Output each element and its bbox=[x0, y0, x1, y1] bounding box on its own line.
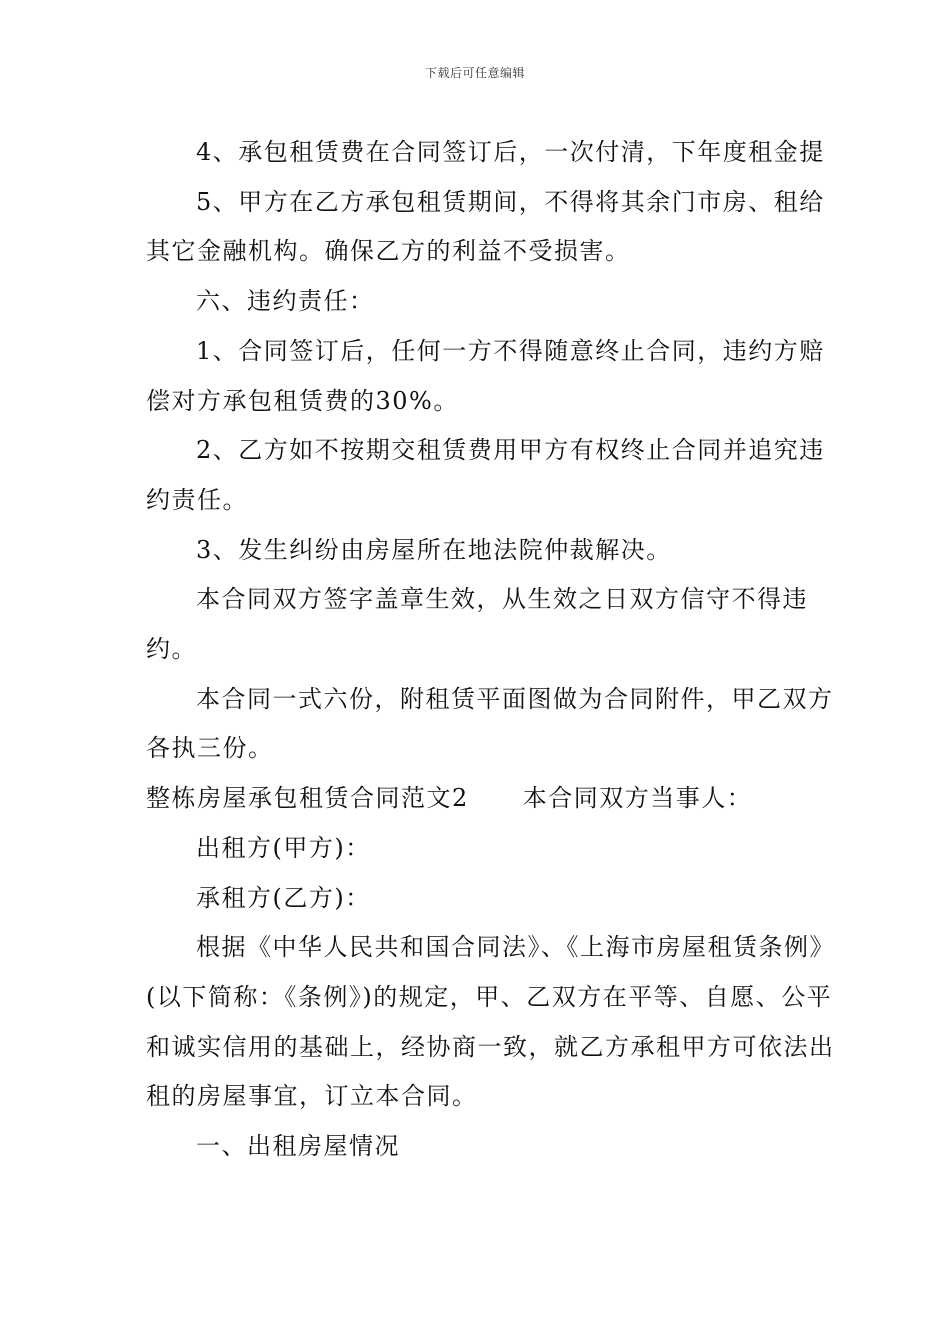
paragraph-lessor: 出租方(甲方)： bbox=[196, 833, 371, 862]
paragraph-no-sublease: 5、甲方在乙方承包租赁期间，不得将其余门市房、租给其它金融机构。确保乙方的利益不受损害。 bbox=[146, 187, 825, 266]
document-body bbox=[146, 128, 836, 1172]
section-heading-liability: 六、违约责任： bbox=[196, 287, 375, 316]
paragraph-rent-payment: 4、承包租赁费在合同签订后，一次付清，下年度租金提 bbox=[196, 138, 825, 166]
paragraph-liability-3: 3、发生纠纷由房屋所在地法院仲裁解决。 bbox=[196, 535, 672, 564]
paragraph-lessee: 承租方(乙方)： bbox=[196, 883, 371, 912]
paragraph-liability-2: 2、乙方如不按期交租赁费用甲方有权终止合同并追究违约责任。 bbox=[146, 436, 825, 514]
section-heading-property: 一、出租房屋情况 bbox=[196, 1132, 400, 1161]
paragraph-effective: 本合同双方签字盖章生效，从生效之日双方信守不得违约。 bbox=[146, 585, 808, 664]
paragraph-legal-basis: 根据《中华人民共和国合同法》、《上海市房屋租赁条例》(以下简称：《条例》)的规定，甲、乙双方在平等、自愿、公平和诚实信用的基础上，经协商一致，就乙方承租甲方可依法出租的房屋事宜，订立本合同。 bbox=[146, 933, 835, 1111]
contract-title: 整栋房屋承包租赁合同范文2 bbox=[146, 784, 469, 813]
contract-title-line bbox=[146, 774, 836, 824]
contract-parties-intro: 本合同双方当事人： bbox=[522, 784, 753, 813]
page-header: 下载后可任意编辑 bbox=[424, 66, 525, 80]
paragraph-copies: 本合同一式六份，附租赁平面图做为合同附件，甲乙双方各执三份。 bbox=[146, 684, 834, 763]
paragraph-liability-1: 1、合同签订后，任何一方不得随意终止合同，违约方赔偿对方承包租赁费的30%。 bbox=[146, 336, 825, 415]
